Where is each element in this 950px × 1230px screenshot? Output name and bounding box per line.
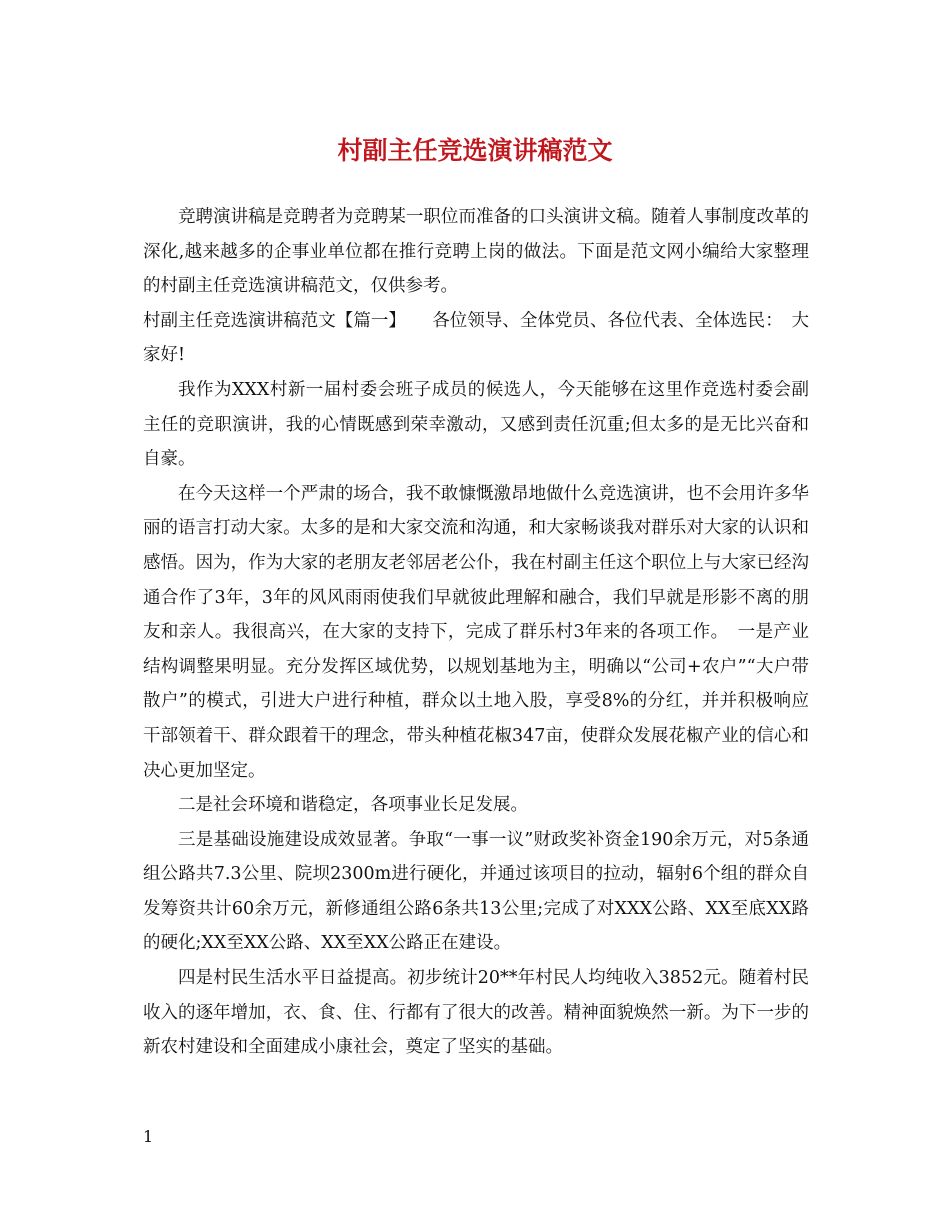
document-body (143, 200, 809, 1065)
paragraph-infrastructure: 三是基础设施建设成效显著。争取“一事一议”财政奖补资金190余万元，对5条通组公路共7.3公里、院坝2300m进行硬化，并通过该项目的拉动，辐射6个组的群众自发筹资共计60余万元，新修通组公路6条共13公里;完成了对XXX公路、XX至底XX路的硬化;XX至XX公路、XX至XX公路正在建设。 (143, 829, 809, 954)
paragraph-section-heading-greeting: 村副主任竞选演讲稿范文【篇一】 各位领导、全体党员、各位代表、全体选民： 大家好! (143, 310, 809, 366)
paragraph-candidate-intro: 我作为XXX村新一届村委会班子成员的候选人，今天能够在这里作竞选村委会副主任的竞职演讲，我的心情既感到荣幸激动，又感到责任沉重;但太多的是无比兴奋和自豪。 (143, 379, 809, 470)
document-title: 村副主任竞选演讲稿范文 (337, 136, 613, 165)
paragraph-living-standard: 四是村民生活水平日益提高。初步统计20**年村民人均纯收入3852元。随着村民收入的逐年增加，衣、食、住、行都有了很大的改善。精神面貌焕然一新。为下一步的新农村建设和全面建成小康社会，奠定了坚实的基础。 (143, 968, 809, 1058)
paragraph-intro: 竞聘演讲稿是竞聘者为竞聘某一职位而准备的口头演讲文稿。随着人事制度改革的深化,越来越多的企事业单位都在推行竞聘上岗的做法。下面是范文网小编给大家整理的村副主任竞选演讲稿范文，仅供参考。 (143, 207, 809, 297)
paragraph-social-environment: 二是社会环境和谐稳定，各项事业长足发展。 (178, 795, 528, 816)
page-number: 1 (143, 1127, 154, 1146)
paragraph-achievements-industry: 在今天这样一个严肃的场合，我不敢慷慨激昂地做什么竞选演讲，也不会用许多华丽的语言打动大家。太多的是和大家交流和沟通，和大家畅谈我对群乐对大家的认识和感悟。因为，作为大家的老朋友老邻居老公仆，我在村副主任这个职位上与大家已经沟通合作了3年，3年的风风雨雨使我们早就彼此理解和融合，我们早就是形影不离的朋友和亲人。我很高兴，在大家的支持下，完成了群乐村3年来的各项工作。 一是产业结构调整果明显。充分发挥区域优势，以规划基地为主，明确以“公司+农户”“大户带散户”的模式，引进大户进行种植，群众以土地入股，享受8%的分红，并并积极响应干部领着干、群众跟着干的理念，带头种植花椒347亩，使群众发展花椒产业的信心和决心更加坚定。 (143, 483, 809, 781)
